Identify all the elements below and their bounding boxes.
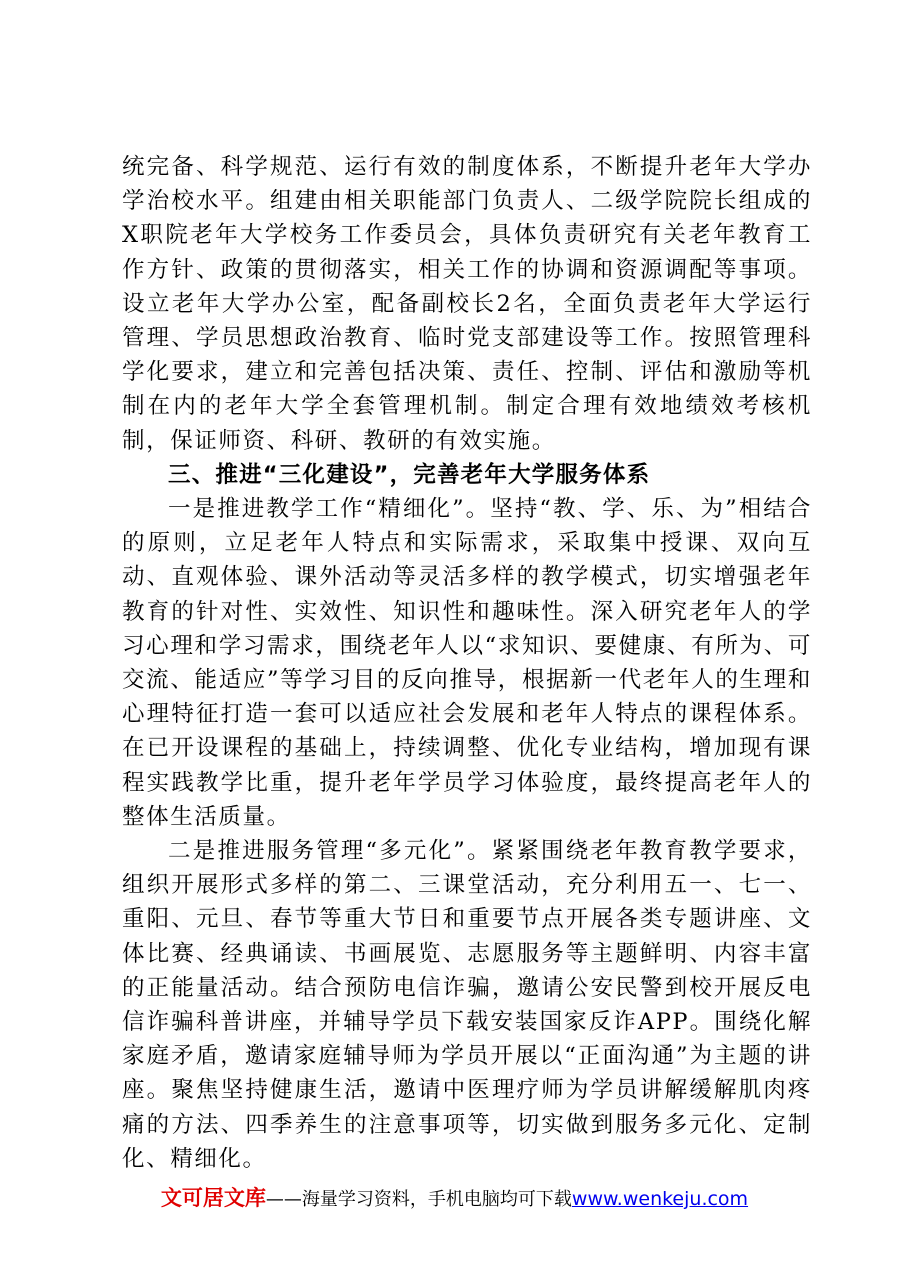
document-body [122,150,812,1176]
paragraph-service: 二是推进服务管理“多元化”。紧紧围绕老年教育教学要求，组织开展形式多样的第二、三课堂活动，充分利用五一、七一、重阳、元旦、春节等重大节日和重要节点开展各类专题讲座、文体比赛、经典诵读、书画展览、志愿服务等主题鲜明、内容丰富的正能量活动。结合预防电信诈骗，邀请公安民警到校开展反电信诈骗科普讲座，并辅导学员下载安装国家反诈APP。围绕化解家庭矛盾，邀请家庭辅导师为学员开展以“正面沟通”为主题的讲座。聚焦坚持健康生活，邀请中医理疗师为学员讲解缓解肌肉疼痛的方法、四季养生的注意事项等，切实做到服务多元化、定制化、精细化。 [122,838,812,1172]
footer-tagline: ——海量学习资料，手机电脑均可下载 [265,1189,572,1210]
footer-banner [0,1182,909,1212]
paragraph-management-system: 统完备、科学规范、运行有效的制度体系，不断提升老年大学办学治校水平。组建由相关职能部门负责人、二级学院院长组成的X职院老年大学校务工作委员会，具体负责研究有关老年教育工作方针、政策的贯彻落实，相关工作的协调和资源调配等事项。设立老年大学办公室，配备副校长2名，全面负责老年大学运行管理、学员思想政治教育、临时党支部建设等工作。按照管理科学化要求，建立和完善包括决策、责任、控制、评估和激励等机制在内的老年大学全套管理机制。制定合理有效地绩效考核机制，保证师资、科研、教研的有效实施。 [122,154,812,454]
footer-brand: 文可居文库 [160,1186,266,1210]
paragraph-teaching: 一是推进教学工作“精细化”。坚持“教、学、乐、为”相结合的原则，立足老年人特点和实际需求，采取集中授课、双向互动、直观体验、课外活动等灵活多样的教学模式，切实增强老年教育的针对性、实效性、知识性和趣味性。深入研究老年人的学习心理和学习需求，围绕老年人以“求知识、要健康、有所为、可交流、能适应”等学习目的反向推导，根据新一代老年人的生理和心理特征打造一套可以适应社会发展和老年人特点的课程体系。在已开设课程的基础上，持续调整、优化专业结构，增加现有课程实践教学比重，提升老年学员学习体验度，最终提高老年人的整体生活质量。 [122,496,812,830]
section-heading-three: 三、推进“三化建设”，完善老年大学服务体系 [168,461,651,488]
footer-url-link[interactable]: www.wenkeju.com [571,1188,749,1210]
